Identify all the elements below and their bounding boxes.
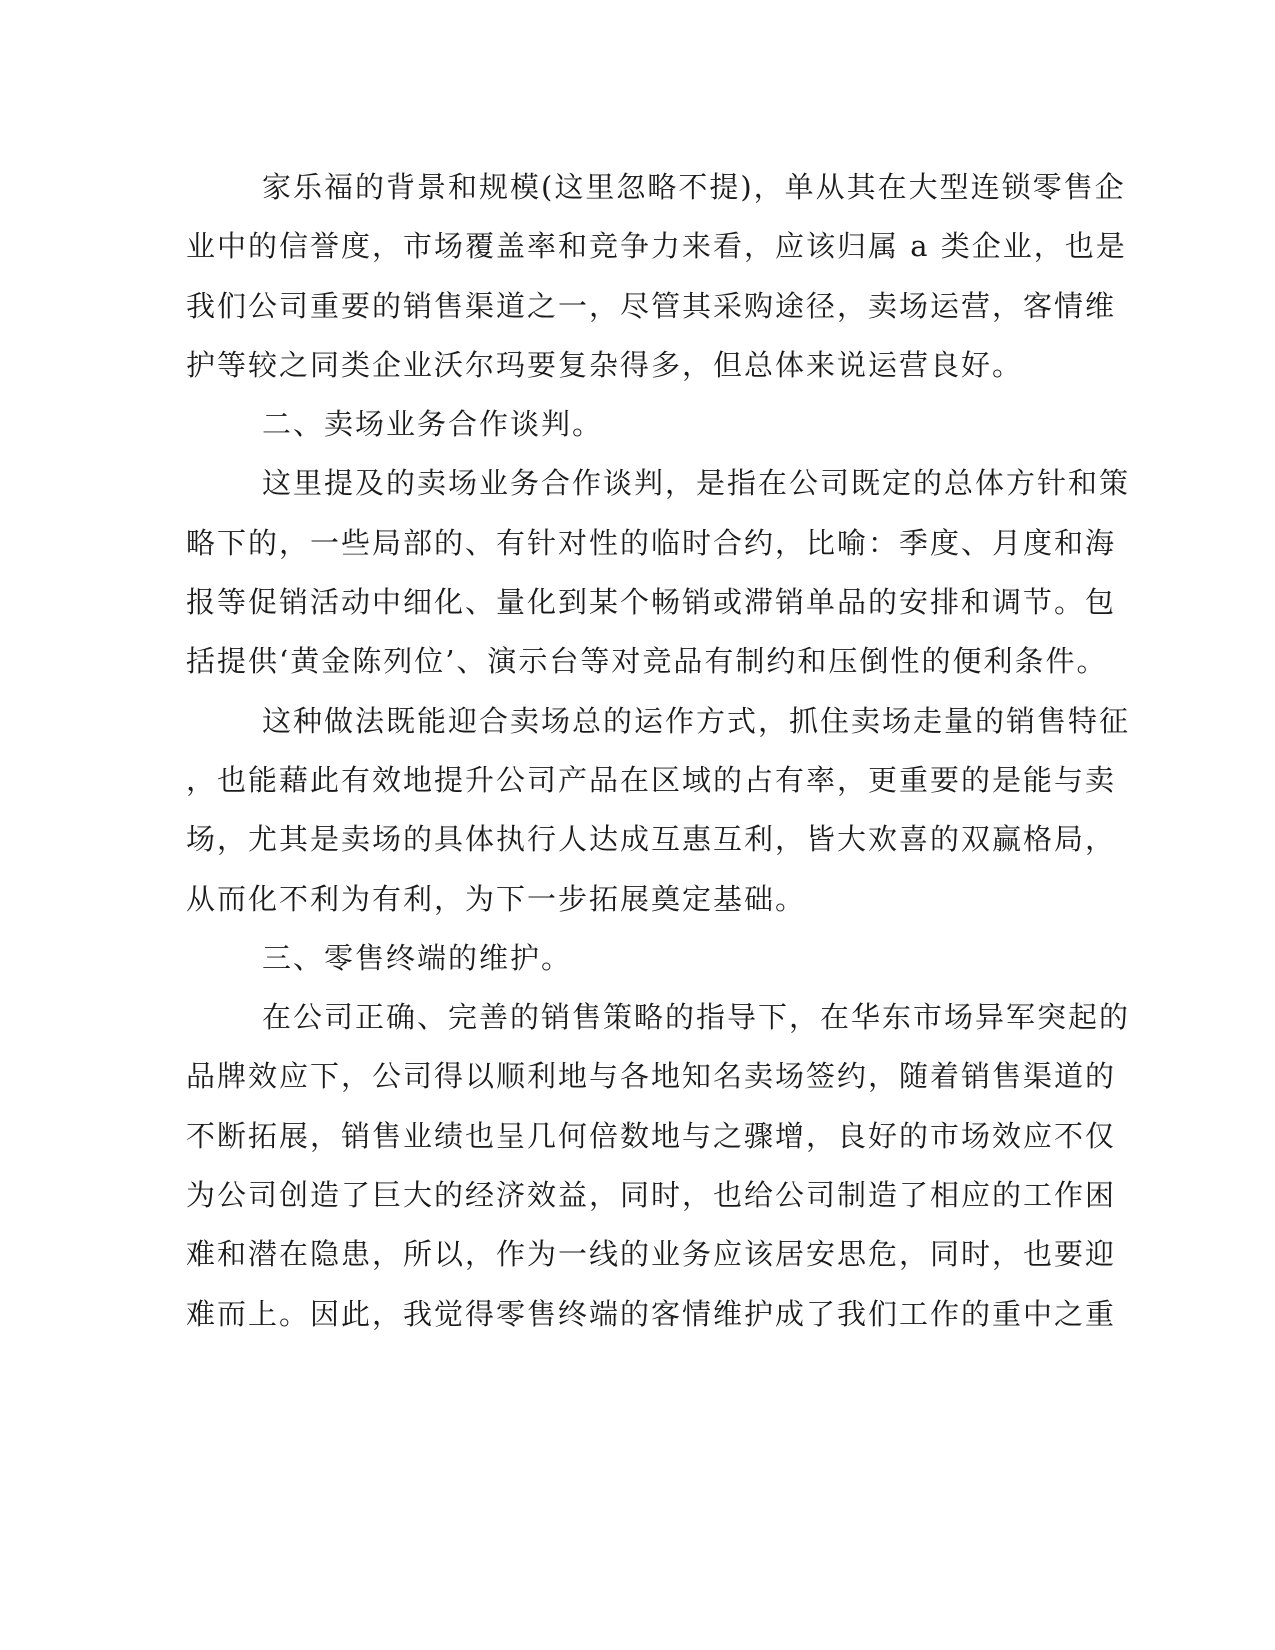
paragraph-line: 场，尤其是卖场的具体执行人达成互惠互利，皆大欢喜的双赢格局， [186, 822, 1117, 857]
paragraph-line: 业中的信誉度，市场覆盖率和竞争力来看，应该归属 a 类企业，也是 [186, 229, 1127, 264]
document-body [186, 158, 1131, 1344]
paragraph-line: 在公司正确、完善的销售策略的指导下，在华东市场异军突起的 [262, 1000, 1131, 1035]
paragraph-line: 括提供‘黄金陈列位’、演示台等对竞品有制约和压倒性的便利条件。 [186, 644, 1108, 679]
paragraph-line: 略下的，一些局部的、有针对性的临时合约，比喻：季度、月度和海 [186, 525, 1117, 560]
paragraph-line: ，也能藉此有效地提升公司产品在区域的占有率，更重要的是能与卖 [186, 762, 1117, 797]
paragraph-line: 难和潜在隐患，所以，作为一线的业务应该居安思危，同时，也要迎 [186, 1237, 1117, 1272]
paragraph-line: 报等促销活动中细化、量化到某个畅销或滞销单品的安排和调节。包 [186, 585, 1117, 620]
paragraph-line: 难而上。因此，我觉得零售终端的客情维护成了我们工作的重中之重 [186, 1296, 1117, 1331]
paragraph-line: 家乐福的背景和规模(这里忽略不提)，单从其在大型连锁零售企 [262, 170, 1126, 204]
paragraph-line: 护等较之同类企业沃尔玛要复杂得多，但总体来说运营良好。 [186, 347, 1024, 382]
section-heading: 三、零售终端的维护。 [262, 940, 573, 975]
paragraph-line: 这种做法既能迎合卖场总的运作方式，抓住卖场走量的销售特征 [262, 703, 1131, 738]
section-heading: 二、卖场业务合作谈判。 [262, 407, 604, 442]
paragraph-line: 我们公司重要的销售渠道之一，尽管其采购途径，卖场运营，客情维 [186, 288, 1117, 323]
paragraph-line: 这里提及的卖场业务合作谈判，是指在公司既定的总体方针和策 [262, 466, 1131, 501]
paragraph-line: 品牌效应下，公司得以顺利地与各地知名卖场签约，随着销售渠道的 [186, 1059, 1117, 1094]
paragraph-line: 为公司创造了巨大的经济效益，同时，也给公司制造了相应的工作困 [186, 1178, 1117, 1213]
paragraph-line: 从而化不利为有利，为下一步拓展奠定基础。 [186, 881, 807, 916]
paragraph-line: 不断拓展，销售业绩也呈几何倍数地与之骤增，良好的市场效应不仅 [186, 1118, 1117, 1153]
